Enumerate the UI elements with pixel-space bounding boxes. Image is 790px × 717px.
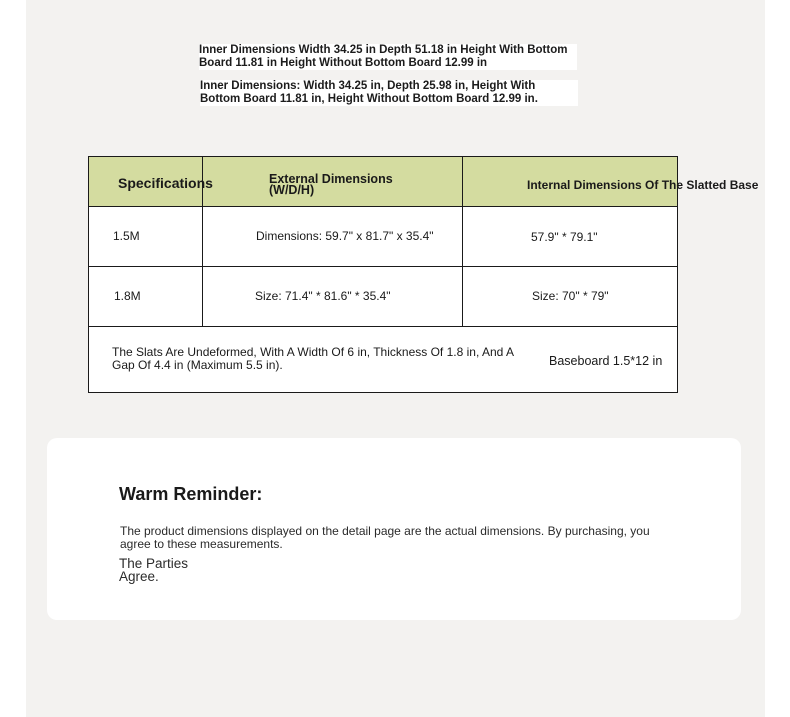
warm-reminder-card: [47, 438, 741, 620]
row-2-external: Size: 71.4" * 81.6" * 35.4": [255, 289, 391, 303]
slats-description: The Slats Are Undeformed, With A Width Of 6 in, Thickness Of 1.8 in, And A Gap Of 4.4 in (Maximum 5.5 in).: [112, 345, 514, 372]
reminder-tail-line-1: The Parties: [119, 556, 189, 571]
inner-dimensions-note-1: Inner Dimensions Width 34.25 in Depth 51.18 in Height With Bottom Board 11.81 in Height Without Bottom Board 12.99 in: [199, 44, 577, 70]
header-external-dimensions-sub: (W/D/H): [269, 183, 315, 197]
inner-dimensions-note-2: Inner Dimensions: Width 34.25 in, Depth 25.98 in, Height With Bottom Board 11.81 in, Height Without Bottom Board 12.99 in.: [200, 80, 578, 106]
reminder-tail: [119, 557, 188, 583]
header-specifications: Specifications: [118, 175, 213, 191]
divider: [89, 206, 677, 207]
divider: [89, 266, 677, 267]
row-2-spec: 1.8M: [114, 289, 141, 303]
divider: [462, 157, 463, 326]
divider: [89, 326, 677, 327]
row-1-spec: 1.5M: [113, 229, 140, 243]
baseboard-size: Baseboard 1.5*12 in: [549, 354, 663, 368]
specification-table: [88, 156, 759, 393]
reminder-tail-line-2: Agree.: [119, 569, 159, 584]
row-1-internal: 57.9" * 79.1": [531, 230, 598, 244]
row-2-internal: Size: 70" * 79": [532, 289, 609, 303]
reminder-title: Warm Reminder:: [119, 484, 263, 504]
header-internal-dimensions: Internal Dimensions Of The Slatted Base: [527, 178, 759, 192]
header-external-dimensions: External Dimensions: [269, 172, 393, 186]
reminder-body: The product dimensions displayed on the detail page are the actual dimensions. By purchasing, you agree to these measurements.: [120, 524, 650, 551]
row-1-external: Dimensions: 59.7" x 81.7" x 35.4": [256, 229, 434, 243]
